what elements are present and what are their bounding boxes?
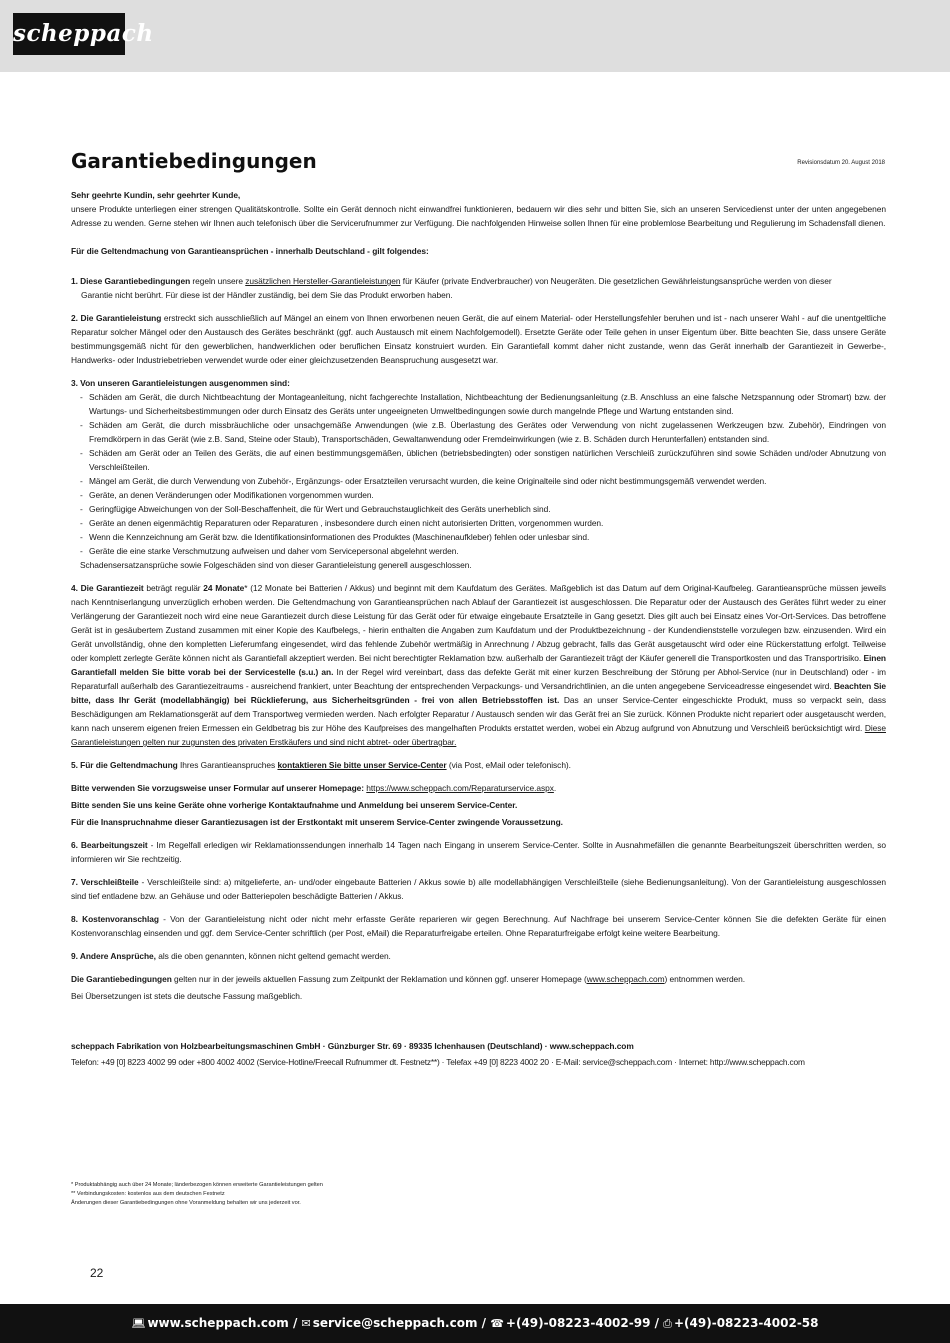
fax-icon: ⎙: [663, 1317, 672, 1330]
section-3-closing: Schadensersatzansprüche sowie Folgeschäden sind von dieser Garantieleistung generell ausgeschlossen.: [80, 560, 472, 570]
section-8-lead: 8. Kostenvoranschlag: [71, 914, 159, 924]
page-title: Garantiebedingungen: [71, 149, 317, 173]
repair-service-url-link[interactable]: https://www.scheppach.com/Reparaturservice.aspx: [366, 783, 554, 793]
section-1-continued: Garantie nicht berührt. Für diese ist der Händler zuständig, bei dem Sie das Produkt erworben haben.: [81, 290, 453, 300]
list-item: - Geräte an denen eigenmächtig Reparaturen oder Reparaturen , insbesondere durch einen nicht autorisierten Dritten, vorgenommen wurden.: [71, 516, 886, 530]
intro-paragraph: unsere Produkte unterliegen einer strengen Qualitätskontrolle. Sollte ein Gerät dennoch nicht einwandfrei funktionieren, bedauern wir dies sehr und bitten Sie, sich an unseren Servicedienst unter der unten angegebenen Adresse zu wenden. Gerne stehen wir Ihnen auch telefonisch über die Servicerufnummer zur Verfügung. Die nachfolgenden Hinweise sollen Ihnen für eine problemlose Bearbeitung und Regulierung im Schadensfall dienen.: [71, 204, 886, 228]
footer-fax: +(49)-08223-4002-58: [673, 1316, 819, 1330]
company-line: scheppach Fabrikation von Holzbearbeitungsmaschinen GmbH · Günzburger Str. 69 · 89335 Ichenhausen (Deutschland) · www.scheppach.com: [71, 1041, 634, 1051]
phone-icon: ☎︎: [490, 1317, 504, 1330]
section-1-lead: 1. Diese Garantiebedingungen: [71, 276, 191, 286]
section-2-lead: 2. Die Garantieleistung: [71, 313, 162, 323]
list-item: - Geräte die eine starke Verschmutzung aufweisen und daher vom Servicepersonal abgelehnt werden.: [71, 544, 886, 558]
section-6-lead: 6. Bearbeitungszeit: [71, 840, 148, 850]
section-2: 2. Die Garantieleistung erstreckt sich ausschließlich auf Mängel an einem von Ihnen erworbenen neuen Gerät, die auf einem Material- oder Herstellungsfehler beruhen und ist - nach unserer Wahl - auf die unentgeltliche Reparatur solcher Mängel oder den Austausch des Gerätes beschränkt (ggf. auch Austausch mit einem Nachfolgemodell). Ersetzte Geräte oder Teile gehen in unser Eigentum über. Bitte beachten Sie, dass unsere Geräte bestimmungsgemäß nicht für den gewerblichen, handwerklichen oder beruflichen Einsatz konstruiert wurden. Ein Garantiefall kommt daher nicht zustande, wenn das Gerät innerhalb der Garantiezeit in Gewerbe-, Handwerks- oder Industriebetrieben verwendet wurde oder einer gleichzusetzenden Beanspruchung ausgesetzt war.: [71, 313, 886, 365]
list-item: - Schäden am Gerät oder an Teilen des Geräts, die auf einen bestimmungsgemäßen, üblichen (betriebsbedingten) oder sonstigen natürlichen Verschleiß zurückzuführen sind sowie Schäden und/oder Abnutzung von Verschleißteilen.: [71, 446, 886, 474]
company-contact-line: Telefon: +49 [0] 8223 4002 99 oder +800 4002 4002 (Service-Hotline/Freecall Rufnummer dt. Festnetz**) · Telefax +49 [0] 8223 4002 20 · E-Mail: service@scheppach.com · Internet: http://www.scheppach.com: [71, 1057, 805, 1067]
germany-heading: Für die Geltendmachung von Garantieansprüchen - innerhalb Deutschland - gilt folgendes:: [71, 246, 429, 256]
section-8: 8. Kostenvoranschlag - Von der Garantieleistung nicht oder nicht mehr erfasste Geräte reparieren wir gegen Berechnung. Auf Nachfrage bei unserem Service-Center können Sie die defekten Geräte für einen Kostenvoranschlag einsenden und ggf. dem Service-Center schriftlich (per Post, eMail) die Reparaturfreigabe erteilen. Ohne Reparaturfreigabe erfolgt keine weitere Bearbeitung.: [71, 914, 886, 938]
section-5: 5. Für die Geltendmachung Ihres Garantieanspruches kontaktieren Sie bitte unser Service-Center (via Post, eMail oder telefonisch).: [71, 760, 571, 770]
footnote: ** Verbindungskosten: kostenlos aus dem deutschen Festnetz: [71, 1191, 225, 1197]
footnote: Änderungen dieser Garantiebedingungen ohne Voranmeldung behalten wir uns jederzeit vor.: [71, 1200, 301, 1206]
homepage-link[interactable]: www.scheppach.com: [586, 974, 665, 984]
footnotes: [71, 1181, 571, 1208]
footer-bar: 💻︎ www.scheppach.com / ✉︎ service@scheppach.com / ☎︎ +(49)-08223-4002-99 / ⎙ +(49)-08223-4002-58: [0, 1304, 950, 1343]
laptop-icon: 💻︎: [131, 1317, 146, 1330]
footer-email[interactable]: service@scheppach.com: [312, 1316, 478, 1330]
no-send-note: Bitte senden Sie uns keine Geräte ohne vorherige Kontaktaufnahme und Anmeldung bei unserem Service-Center.: [71, 800, 518, 810]
scheppach-logo: scheppach: [13, 13, 125, 55]
section-9-lead: 9. Andere Ansprüche,: [71, 951, 156, 961]
manufacturer-warranty-link: zusätzlichen Hersteller-Garantieleistungen: [245, 276, 401, 286]
header-bar: [0, 0, 950, 72]
section-9: 9. Andere Ansprüche, als die oben genannten, können nicht geltend gemacht werden.: [71, 951, 391, 961]
greeting: Sehr geehrte Kundin, sehr geehrter Kunde,: [71, 190, 241, 200]
warranty-months: 24 Monate: [203, 583, 245, 593]
footnote: * Produktabhängig auch über 24 Monate; länderbezogen können erweiterte Garantieleistungen gelten: [71, 1182, 323, 1188]
list-item: - Schäden am Gerät, die durch Nichtbeachtung der Montageanleitung, nicht fachgerechte Installation, Nichtbeachtung der Bedienungsanleitung (z.B. Anschluss an eine falsche Netzspannung oder Stromart) bzw. der Wartungs- und Sicherheitsbestimmungen oder durch Einsatz des Geräts unter ungeeigneten Umweltbedingungen sowie durch mangelnde Pflege und Wartung entstanden sind.: [71, 390, 886, 418]
section-7-lead: 7. Verschleißteile: [71, 877, 139, 887]
form-note: Bitte verwenden Sie vorzugsweise unser Formular auf unserer Homepage: https://www.scheppach.com/Reparaturservice.aspx.: [71, 783, 557, 793]
section-5-lead: 5. Für die Geltendmachung: [71, 760, 178, 770]
footer-phone[interactable]: +(49)-08223-4002-99: [505, 1316, 651, 1330]
list-item: - Geringfügige Abweichungen von der Soll-Beschaffenheit, die für Wert und Gebrauchstauglichkeit des Geräts unerheblich sind.: [71, 502, 886, 516]
validity-note: Die Garantiebedingungen gelten nur in der jeweils aktuellen Fassung zum Zeitpunkt der Reklamation und können ggf. unserer Homepage (www.scheppach.com) entnommen werden.: [71, 974, 746, 984]
warranty-content: [71, 188, 886, 1069]
footer-website[interactable]: www.scheppach.com: [147, 1316, 289, 1330]
section-4: 4. Die Garantiezeit beträgt regulär 24 Monate* (12 Monate bei Batterien / Akkus) und beginnt mit dem Kaufdatum des Gerätes. Maßgeblich ist das Datum auf dem Original-Kaufbeleg. Garantieansprüche müssen jeweils nach Kenntniserlangung unverzüglich erhoben werden. Die Geltendmachung von Garantieansprüchen nach Ablauf der Garantiezeit ist ausgeschlossen. Die Reparatur oder der Austausch des Gerätes führt weder zu einer Verlängerung der Garantiezeit noch wird eine neue Garantiezeit durch diese Leistung für das Gerät oder für etwaige eingebaute Ersatzteile in Gang gesetzt. Dies gilt auch bei Einsatz eines Vor-Ort-Services. Das betroffene Gerät ist in gesäubertem Zustand zusammen mit einer Kopie des Kaufbelegs, - hierin enthalten die Angaben zum Kaufdatum und der Produktbezeichnung - der Kundendienststelle vorzulegen bzw. einzusenden. Wird ein Gerät unvollständig, ohne den kompletten Lieferumfang eingesendet, wird das fehlende Zubehör wertmäßig in Anrechnung / Abzug gebracht, falls das Gerät ausgetauscht wird oder eine Rückerstattung erfolgt. Teilweise oder komplett zerlegte Geräte können nicht als Garantiefall akzeptiert werden. Bei nicht berechtigter Reklamation bzw. außerhalb der Garantiezeit trägt der Käufer generell die Transportkosten und das Transportrisiko. Einen Garantiefall melden Sie bitte vorab bei der Servicestelle (s.u.) an. In der Regel wird vereinbart, dass das defekte Gerät mit einer kurzen Beschreibung der Störung per Abhol-Service (nur in Deutschland) oder - im Reparaturfall außerhalb des Garantiezeitraums - ausreichend frankiert, unter Beachtung der entsprechenden Verpackungs- und Versandrichtlinien, an die unten angegebene Serviceadresse eingesendet wird. Beachten Sie bitte, dass Ihr Gerät (modellabhängig) bei Rücklieferung, aus Sicherheitsgründen - frei von allen Betriebsstoffen ist. Das an unser Service-Center eingeschickte Produkt, muss so verpackt sein, dass Beschädigungen am Reklamationsgerät auf dem Transportweg vermieden werden. Nach erfolgter Reparatur / Austausch senden wir das Gerät frei an Sie zurück. Können Produkte nicht repariert oder ausgetauscht werden, kann nach unserem eigenen freien Ermessen ein Geldbetrag bis zur Höhe des Kaufpreises des mangelhaften Produkts erstattet werden, wobei ein Abzug aufgrund von Abnutzung und Verschleiß berücksichtigt wird. Diese Garantieleistungen gelten nur zugunsten des privaten Erstkäufers und sind nicht abtret- oder übertragbar.: [71, 583, 887, 747]
section-3-heading: 3. Von unseren Garantieleistungen ausgenommen sind:: [71, 378, 290, 388]
contact-service-link: kontaktieren Sie bitte unser Service-Center: [277, 760, 447, 770]
list-item: - Mängel am Gerät, die durch Verwendung von Zubehör-, Ergänzungs- oder Ersatzteilen verursacht wurden, die keine Originalteile sind oder nicht bestimmungsgemäß verwendet werden.: [71, 474, 886, 488]
section-7: 7. Verschleißteile - Verschleißteile sind: a) mitgelieferte, an- und/oder eingebaute Batterien / Akkus sowie b) alle modellabhängigen Verschleißteile (siehe Bedienungsanleitung). Von der Garantieleistung ausgeschlossen sind tief entladene bzw. an Gehäuse und oder Batteriepolen beschädigte Batterien / Akkus.: [71, 877, 886, 901]
list-item: - Schäden am Gerät, die durch missbräuchliche oder unsachgemäße Anwendungen (wie z.B. Überlastung des Gerätes oder Verwendung von nicht zugelassenen Werkzeugen bzw. Zubehör), Eindringen von Fremdkörpern in das Gerät (wie z.B. Sand, Steine oder Staub), Transportschäden, Gewaltanwendung oder Fremdeinwirkungen (wie z. B. Schäden durch Herunterfallen) entstanden sind.: [71, 418, 886, 446]
section-6: 6. Bearbeitungszeit - Im Regelfall erledigen wir Reklamationssendungen innerhalb 14 Tagen nach Eingang in unserem Service-Center. Sollte in Ausnahmefällen die genannte Bearbeitungszeit überschritten werden, so informieren wir Sie rechtzeitig.: [71, 840, 886, 864]
section-4-lead: 4. Die Garantiezeit: [71, 583, 144, 593]
revision-date: Revisionsdatum 20. August 2018: [797, 160, 885, 166]
first-contact-note: Für die Inanspruchnahme dieser Garantiezusagen ist der Erstkontakt mit unserem Service-Center zwingende Voraussetzung.: [71, 817, 563, 827]
envelope-icon: ✉︎: [301, 1317, 311, 1330]
list-item: - Wenn die Kennzeichnung am Gerät bzw. die Identifikationsinformationen des Produktes (Maschinenaufkleber) fehlen oder unlesbar sind.: [71, 530, 886, 544]
list-item: - Geräte, an denen Veränderungen oder Modifikationen vorgenommen wurden.: [71, 488, 886, 502]
section-1: 1. Diese Garantiebedingungen regeln unsere zusätzlichen Hersteller-Garantieleistungen für Käufer (private Endverbraucher) von Neugeräten. Die gesetzlichen Gewährleistungsansprüche werden von dieser: [71, 276, 832, 286]
page-number: 22: [90, 1266, 104, 1280]
exclusions-list: [71, 390, 886, 558]
translation-note: Bei Übersetzungen ist stets die deutsche Fassung maßgeblich.: [71, 991, 303, 1001]
